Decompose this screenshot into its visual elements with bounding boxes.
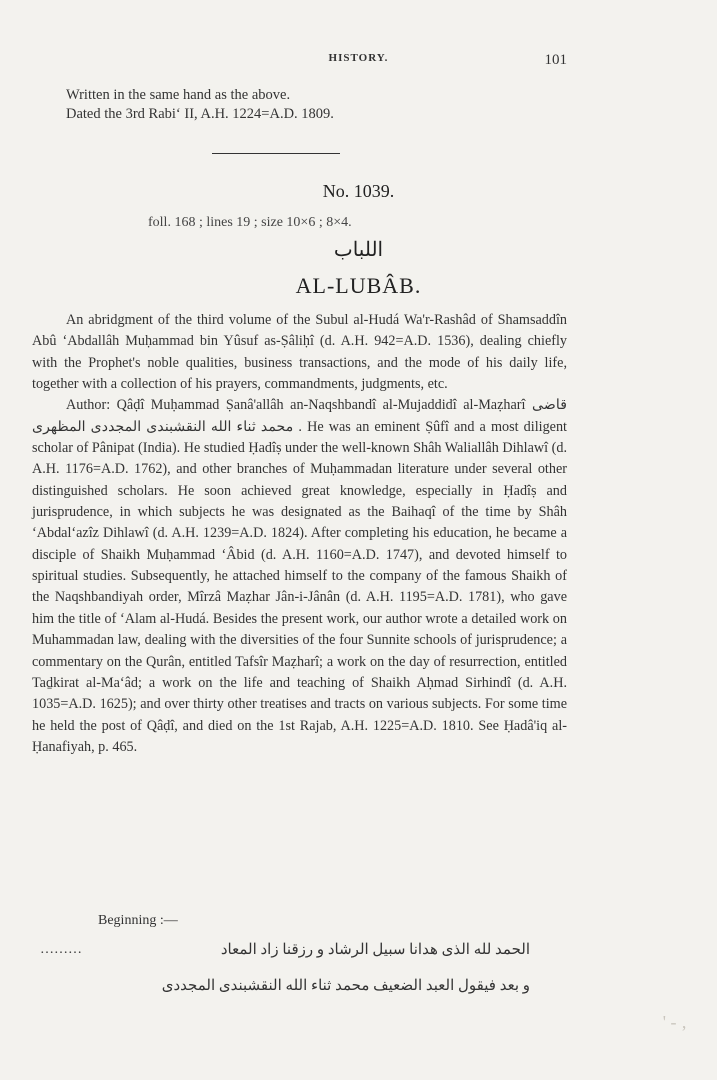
description-paragraph: An abridgment of the third volume of the Subul al-Hudá Wa'r-Rashâd of Shamsaddîn Abû ʻAbdallâh Muḥammad bin Yûsuf as-Ṣâliḥî (d. A.H. 942=A.D. 1536), dealing chiefly with the Prophet's noble qualities, business transactions, and the mode of his daily life, together with a collection of his prayers, commandments, judgments, etc.: [32, 312, 567, 393]
body-text: [32, 310, 567, 758]
entry-number: No. 1039.: [322, 181, 395, 201]
intro-line-2: Dated the 3rd Rabiʻ II, A.H. 1224=A.D. 1809.: [66, 106, 334, 122]
manuscript-meta: foll. 168 ; lines 19 ; size 10×6 ; 8×4.: [148, 215, 352, 230]
intro-line-1: Written in the same hand as the above.: [66, 87, 291, 103]
arabic-incipit-line-2: و بعد فيقول العبد الضعيف محمد ثناء الله النقشبندى المجددى: [161, 978, 530, 994]
ellipsis-dots: ………: [40, 942, 82, 957]
arabic-incipit-line-1: الحمد لله الذى هدانا سبيل الرشاد و رزقنا زاد المعاد: [220, 942, 530, 958]
work-title: AL-LUBÂB.: [295, 273, 422, 298]
section-divider: [212, 153, 340, 154]
arabic-title: اللباب: [333, 239, 384, 261]
page-number: 101: [544, 52, 567, 68]
author-paragraph: Author: Qâḍî Muḥammad Ṣanâ'allâh an-Naqshbandî al-Mujaddidî al-Maẓharî قاضی محمد ثناء الله النقشبندی المجددی المظهری . He was an eminent Ṣûfî and a most diligent scholar of Pânipat (India). He studied Ḥadîṣ under the well-known Shâh Waliallâh Dihlawî (d. A.H. 1176=A.D. 1762), and other branches of Muḥammadan literature under several other distinguished scholars. He soon achieved great knowledge, especially in Ḥadîṣ and jurisprudence, in which subjects he was designated as the Baihaqî of the time by Shâh ʻAbdalʻazîz Dihlawî (d. A.H. 1239=A.D. 1824). After completing his education, he became a disciple of Shaikh Muḥammad ʻÂbid (d. A.H. 1160=A.D. 1747), and devoted himself to spiritual studies. Subsequently, he attached himself to the company of the famous Shaikh of the Naqshbandiyah order, Mîrzâ Maẓhar Jân-i-Jânân (d. A.H. 1195=A.D. 1781), who gave him the title of ʻAlam al-Hudá. Besides the present work, our author wrote a detailed work on Muhammadan law, dealing with the diversities of the four Sunnite schools of jurisprudence; a commentary on the Qurân, entitled Tafsîr Maẓharî; a work on the day of resurrection, entitled Taḏkirat al-Maʻâd; a work on the life and teaching of Shaikh Aḥmad Sirhindî (d. A.H. 1035=A.D. 1625); and over thirty other treatises and tracts on various subjects. For some time he held the post of Qâḍî, and died on the 1st Rajab, A.H. 1225=A.D. 1810. See Ḥadâ'iq al-Ḥanafiyah, p. 465.: [32, 397, 568, 755]
running-header: HISTORY.: [328, 52, 389, 64]
beginning-label: Beginning :—: [98, 913, 178, 928]
paper-stain-marks: ' - ‚: [662, 1012, 687, 1032]
